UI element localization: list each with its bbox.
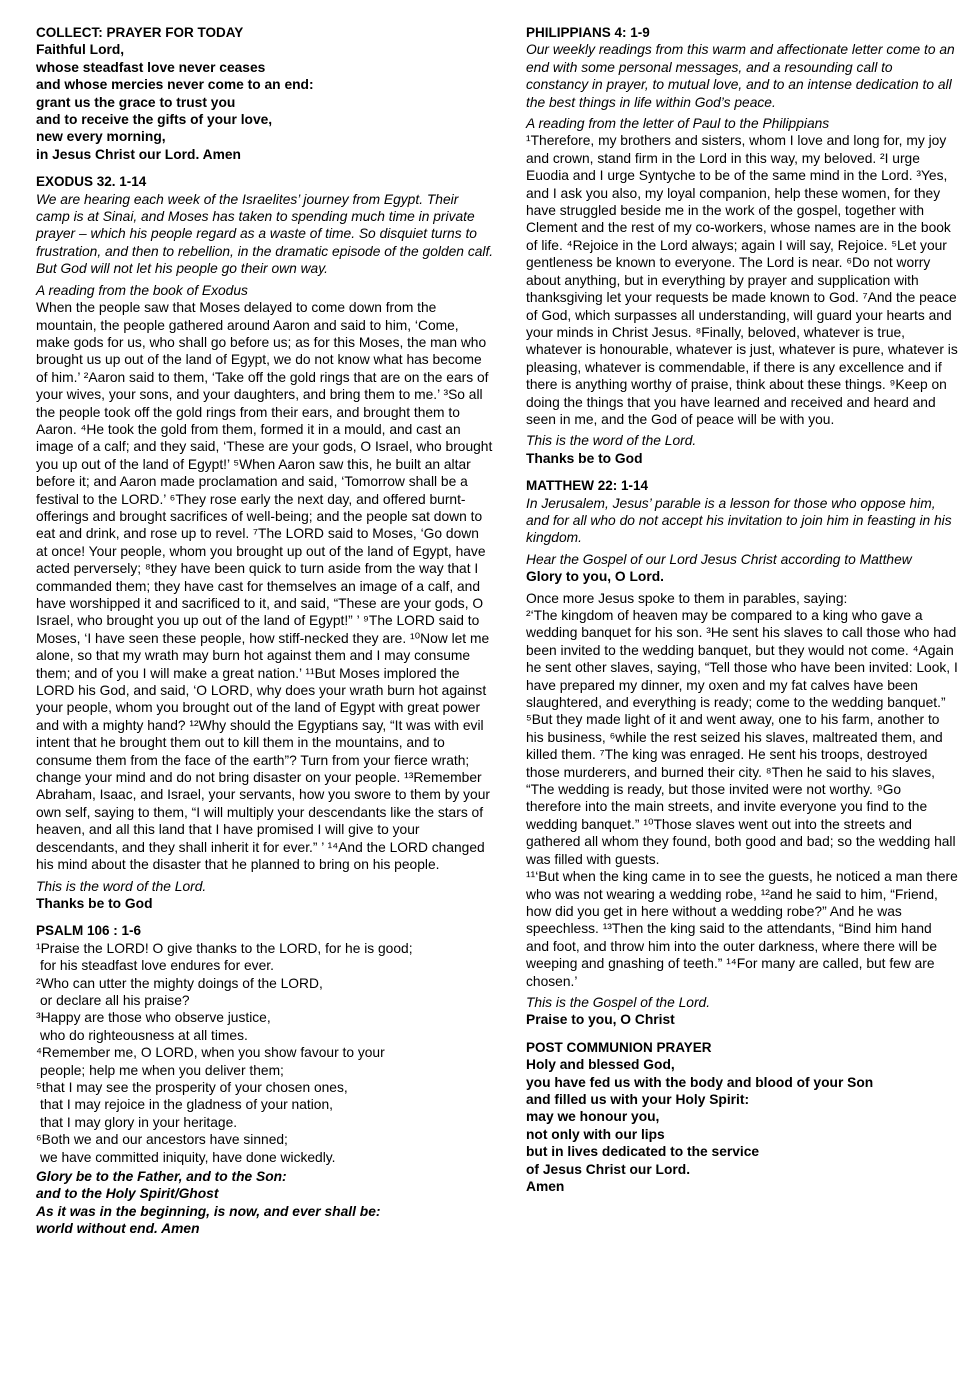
collect-line: whose steadfast love never ceases xyxy=(36,59,266,75)
psalm-section xyxy=(36,922,494,1237)
psalm-line: for his steadfast love endures for ever. xyxy=(40,958,274,974)
post-communion-section xyxy=(526,1039,958,1196)
psalm-line: ⁶Both we and our ancestors have sinned; xyxy=(36,1132,288,1148)
collect-line: Faithful Lord, xyxy=(36,42,125,58)
psalm-line: ¹Praise the LORD! O give thanks to the LORD, for he is good; xyxy=(36,940,413,956)
exodus-intro: We are hearing each week of the Israelites’ journey from Egypt. Their camp is at Sinai, and Moses has taken to spending much time in private prayer – which his people regard as a waste of time. So disquiet turns to frustration, and then to rebellion, in the dramatic episode of the golden calf. But God will not let his people go their own way. xyxy=(36,191,494,277)
philippians-reading-text: ¹Therefore, my brothers and sisters, whom I love and long for, my joy and crown, stand firm in the Lord in this way, my beloved. ²I urge Euodia and I urge Syntyche to be of the same mind in the Lord. ³Yes, and I ask you also, my loyal companion, help these women, for they have struggled beside me in the work of the gospel, together with Clement and the rest of my co-workers, whose names are in the book of life. ⁴Rejoice in the Lord always; again I will say, Rejoice. ⁵Let your gentleness be known to everyone. The Lord is near. ⁶Do not worry about anything, but in everything by prayer and supplication with thanksgiving let your requests be made known to God. ⁷And the peace of God, which surpasses all understanding, will guard your hearts and your minds in Christ Jesus. ⁸Finally, beloved, whatever is true, whatever is honourable, whatever is just, whatever is pure, whatever is pleasing, whatever is commendable, if there is any excellence and if there is anything worthy of praise, think about these things. ⁹Keep on doing the things that you have learned and received and heard and seen in me, and the God of peace will be with you. xyxy=(526,133,958,427)
philippians-heading: PHILIPPIANS 4: 1-9 xyxy=(526,25,650,40)
matthew-response: Praise to you, O Christ xyxy=(526,1012,675,1028)
collect-line: new every morning, xyxy=(36,129,166,145)
matthew-heading: MATTHEW 22: 1-14 xyxy=(526,478,649,494)
matthew-lead-response: Glory to you, O Lord. xyxy=(526,569,664,585)
philippians-reading-lead: A reading from the letter of Paul to the Philippians xyxy=(526,116,830,132)
matthew-section xyxy=(526,477,958,1029)
matthew-gospel-lead: Hear the Gospel of our Lord Jesus Christ according to Matthew xyxy=(526,551,912,567)
psalm-line: who do righteousness at all times. xyxy=(40,1027,248,1043)
gloria-line: Glory be to the Father, and to the Son: xyxy=(36,1169,287,1184)
psalm-line: ³Happy are those who observe justice, xyxy=(36,1010,271,1026)
post-communion-line: you have fed us with the body and blood of your Son xyxy=(526,1074,874,1090)
post-communion-line: of Jesus Christ our Lord. xyxy=(526,1161,691,1177)
matthew-intro: In Jerusalem, Jesus’ parable is a lesson for those who oppose him, and for all who do not accept his invitation to join him in feasting in his kingdom. xyxy=(526,495,952,546)
post-communion-prayer xyxy=(526,1056,958,1195)
psalm-line: that I may rejoice in the gladness of your nation, xyxy=(40,1097,333,1113)
psalm-line: or declare all his praise? xyxy=(40,992,190,1008)
psalm-line: people; help me when you deliver them; xyxy=(40,1062,284,1078)
gloria-line: world without end. Amen xyxy=(36,1221,200,1237)
exodus-reading-text: When the people saw that Moses delayed to come down from the mountain, the people gathered around Aaron and said to him, ‘Come, make gods for us, who shall go before us; as for this Moses, the man who brought us up out of the land of Egypt, we do not know what has become of him.’ ²Aaron said to them, ‘Take off the gold rings that are on the ears of your wives, your sons, and your daughters, and bring them to me.’ ³So all the people took off the gold rings from their ears, and brought them to Aaron. ⁴He took the gold from them, formed it in a mould, and cast an image of a calf; and they said, ‘These are your gods, O Israel, who brought you up out of the land of Egypt!’ ⁵When Aaron saw this, he built an altar before it; and Aaron made proclamation and said, ‘Tomorrow shall be a festival to the LORD.’ ⁶They rose early the next day, and offered burnt-offerings and brought sacrifices of well-being; and the people sat down to eat and drink, and rose up to revel. ⁷The LORD said to Moses, ‘Go down at once! Your people, whom you brought up out of the land of Egypt, have acted perversely; ⁸they have been quick to turn aside from the way that I commanded them; they have cast for themselves an image of a calf, and have worshipped it and sacrificed to it, and said, “These are your gods, O Israel, who brought you up out of the land of Egypt!” ’ ⁹The LORD said to Moses, ‘I have seen these people, how stiff-necked they are. ¹⁰Now let me alone, so that my wrath may burn hot against them and I may consume them; and of you I will make a great nation.’ ¹¹But Moses implored the LORD his God, and said, ‘O LORD, why does your wrath burn hot against your people, whom you brought out of the land of Egypt with great power and with a mighty hand? ¹²Why should the Egyptians say, “It was with evil intent that he brought them out to kill them in the mountains, and to consume them from the face of the earth”? Turn from your fierce wrath; change your mind and do not bring disaster on your people. ¹³Remember Abraham, Isaac, and Israel, your servants, how you swore to them by your own self, saying to them, “I will multiply your descendants like the stars of heaven, and all this land that I have promised I will give to your descendants, and they shall inherit it for ever.” ’ ¹⁴And the LORD changed his mind about the disaster that he planned to bring on his people. xyxy=(36,300,493,873)
psalm-heading: PSALM 106 : 1-6 xyxy=(36,923,142,939)
exodus-heading: EXODUS 32. 1-14 xyxy=(36,174,147,190)
psalm-line: we have committed iniquity, have done wickedly. xyxy=(40,1149,336,1165)
collect-section xyxy=(36,24,494,163)
psalm-text xyxy=(36,940,494,1166)
matthew-text-intro: Once more Jesus spoke to them in parables, saying: xyxy=(526,590,848,606)
post-communion-line: not only with our lips xyxy=(526,1126,665,1142)
post-communion-line: and filled us with your Holy Spirit: xyxy=(526,1091,750,1107)
left-column xyxy=(36,24,494,1248)
gloria-line: and to the Holy Spirit/Ghost xyxy=(36,1186,219,1202)
philippians-intro: Our weekly readings from this warm and affectionate letter come to an end with some personal messages, and a resounding call to constancy in prayer, to mutual love, and to an intense dedication to all the best things in life within God’s peace. xyxy=(526,42,955,110)
exodus-response: Thanks be to God xyxy=(36,895,153,911)
matthew-response-lead: This is the Gospel of the Lord. xyxy=(526,994,711,1010)
exodus-section xyxy=(36,173,494,912)
post-communion-heading: POST COMMUNION PRAYER xyxy=(526,1039,712,1055)
philippians-section xyxy=(526,24,958,467)
gloria-patri xyxy=(36,1168,494,1238)
matthew-text-part-1: ²‘The kingdom of heaven may be compared to a king who gave a wedding banquet for his son. ³He sent his slaves to call those who had been invited to the wedding banquet, but they would not come. ⁴Again he sent other slaves, saying, “Tell those who have been invited: Look, I have prepared my dinner, my oxen and my fat calves have been slaughtered, and everything is ready; come to the wedding banquet.” ⁵But they made light of it and went away, one to his farm, another to his business, ⁶while the rest seized his slaves, maltreated them, and killed them. ⁷The king was enraged. He sent his troops, destroyed those murderers, and burned their city. ⁸Then he said to his slaves, “The wedding is ready, but those invited were not worthy. ⁹Go therefore into the main streets, and invite everyone you find to the wedding banquet.” ¹⁰Those slaves went out into the streets and gathered all whom they found, both good and bad; so the wedding hall was filled with guests. xyxy=(526,608,958,867)
post-communion-line: may we honour you, xyxy=(526,1109,660,1125)
psalm-line: ⁴Remember me, O LORD, when you show favour to your xyxy=(36,1045,385,1061)
right-column xyxy=(526,24,958,1205)
psalm-line: that I may glory in your heritage. xyxy=(40,1114,238,1130)
psalm-line: ²Who can utter the mighty doings of the LORD, xyxy=(36,975,323,991)
exodus-response-lead: This is the word of the Lord. xyxy=(36,878,207,894)
collect-line: grant us the grace to trust you xyxy=(36,94,236,110)
gloria-line: As it was in the beginning, is now, and ever shall be: xyxy=(36,1203,381,1219)
collect-line: in Jesus Christ our Lord. Amen xyxy=(36,146,241,162)
psalm-line: ⁵that I may see the prosperity of your chosen ones, xyxy=(36,1079,348,1095)
philippians-response: Thanks be to God xyxy=(526,450,643,466)
post-communion-line: but in lives dedicated to the service xyxy=(526,1144,760,1160)
post-communion-line: Amen xyxy=(526,1179,565,1194)
collect-line: and whose mercies never come to an end: xyxy=(36,77,314,93)
philippians-response-lead: This is the word of the Lord. xyxy=(526,433,697,449)
exodus-reading-lead: A reading from the book of Exodus xyxy=(36,282,248,298)
collect-prayer xyxy=(36,41,494,163)
post-communion-line: Holy and blessed God, xyxy=(526,1057,675,1073)
collect-line: and to receive the gifts of your love, xyxy=(36,112,273,128)
collect-heading: COLLECT: PRAYER FOR TODAY xyxy=(36,25,244,40)
matthew-text-part-2: ¹¹‘But when the king came in to see the guests, he noticed a man there who was not wearing a wedding robe, ¹²and he said to him, “Friend, how did you get in here without a wedding robe?” And he was speechless. ¹³Then the king said to the attendants, “Bind him hand and foot, and throw him into the outer darkness, where there will be weeping and gnashing of teeth.” ¹⁴For many are called, but few are chosen.’ xyxy=(526,869,958,989)
